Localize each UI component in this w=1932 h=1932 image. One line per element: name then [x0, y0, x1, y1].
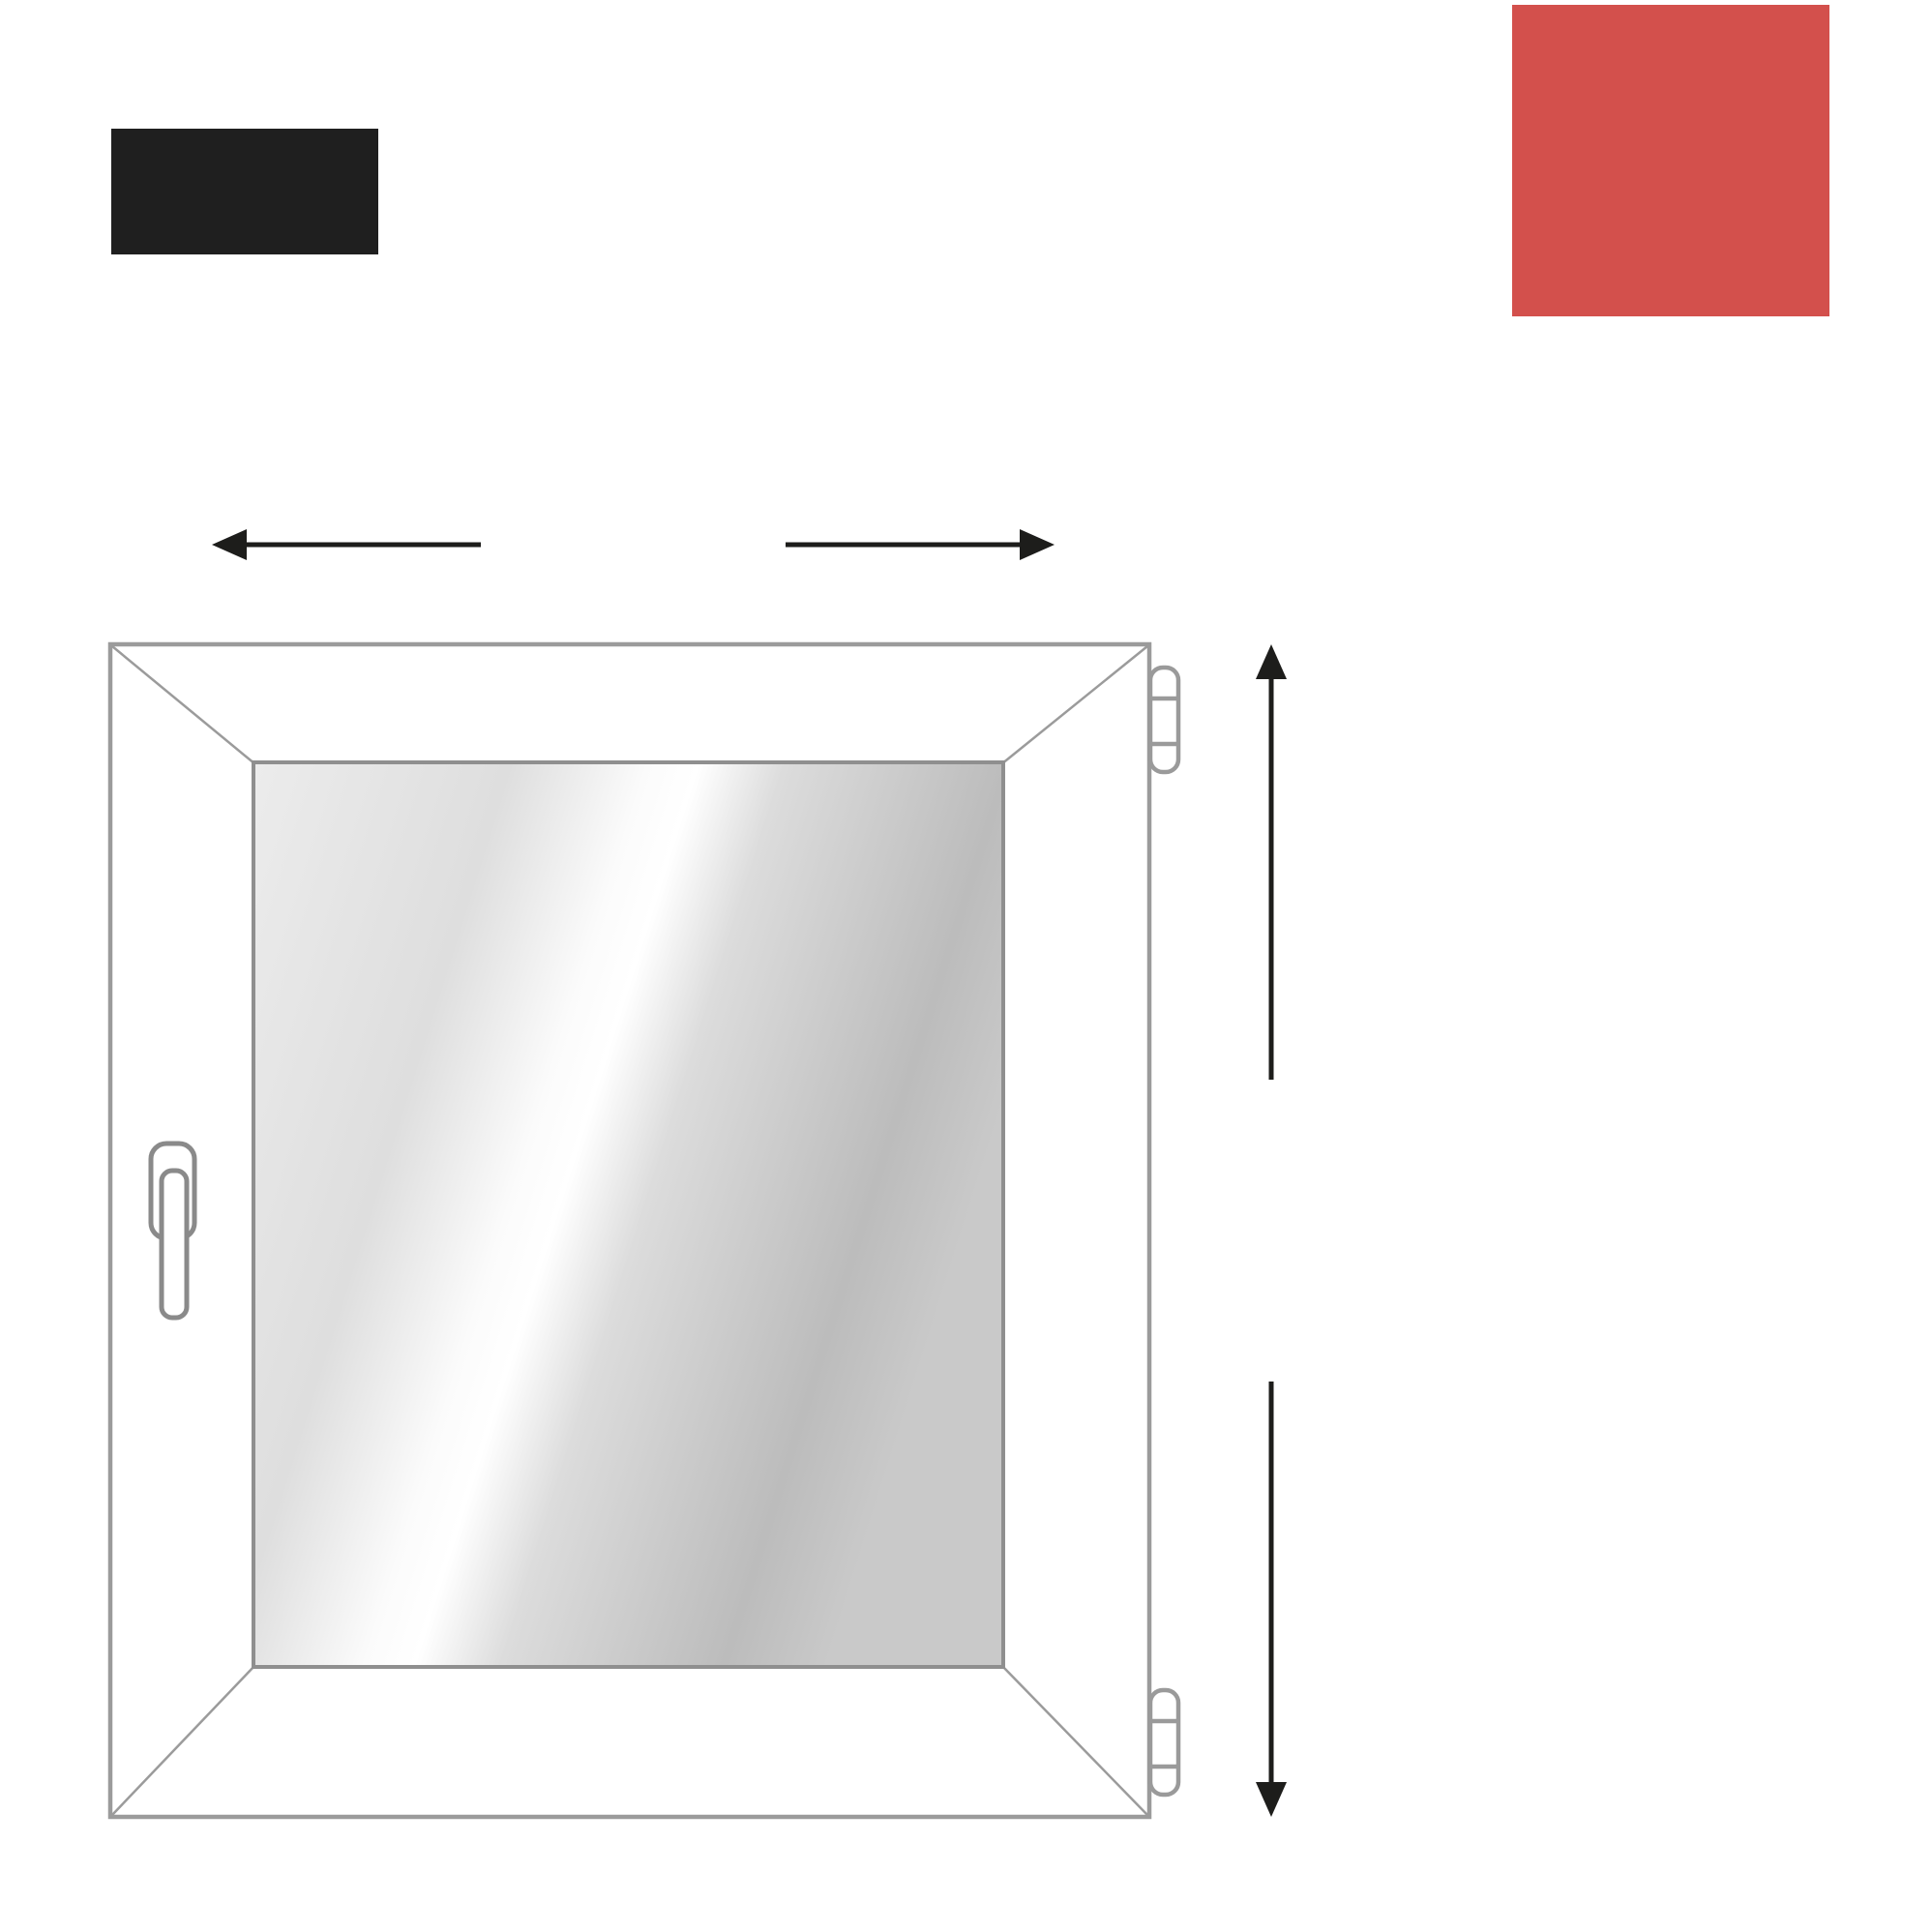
- hinge-bottom: [1150, 1690, 1178, 1795]
- window-glass: [253, 762, 1003, 1667]
- info-section-length: [1374, 1263, 1901, 1282]
- hinge-top: [1150, 668, 1178, 772]
- header-badge: [111, 129, 378, 254]
- length-arrow: [1256, 644, 1287, 1817]
- info-section-width: [1374, 629, 1901, 648]
- brand-logo: [1512, 5, 1829, 316]
- width-arrow: [212, 529, 1055, 560]
